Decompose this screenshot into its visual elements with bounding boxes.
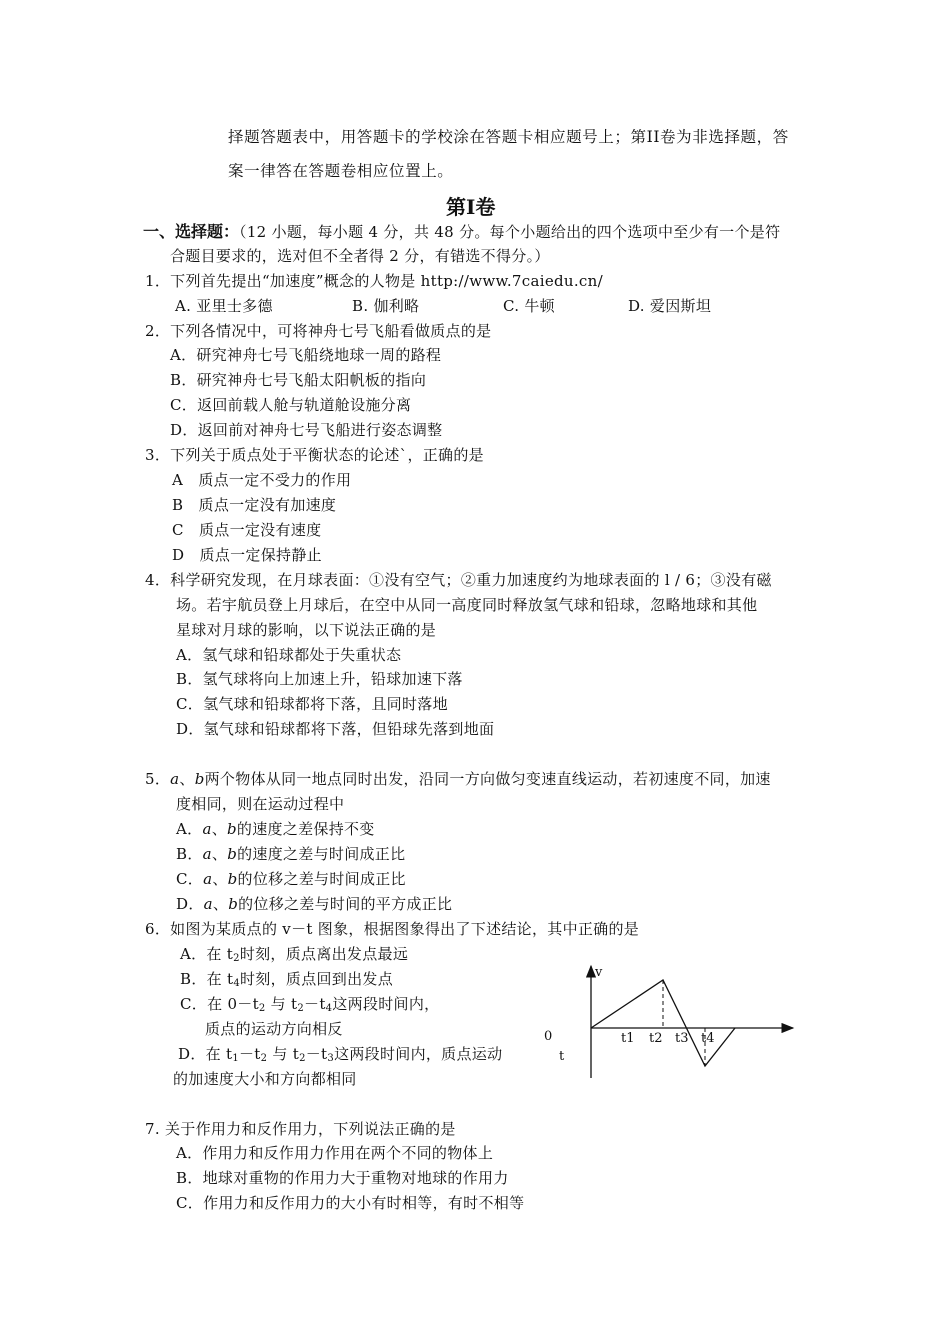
q7-stem: 7. 关于作用力和反作用力，下列说法正确的是 — [145, 1120, 456, 1138]
q6-option-c-mid: 与 t — [265, 995, 298, 1013]
q4-option-c: C．氢气球和铅球都将下落，且同时落地 — [176, 695, 448, 713]
part-title: 第I卷 — [446, 195, 496, 219]
q5-var-b: b — [194, 770, 205, 788]
q5-option-a-label: A． — [176, 820, 203, 838]
q5-option-d-var-b: b — [228, 895, 239, 913]
q6-option-a — [180, 944, 408, 964]
q4-option-a: A．氢气球和铅球都处于失重状态 — [176, 646, 402, 664]
q3-stem: 3．下列关于质点处于平衡状态的论述`，正确的是 — [145, 446, 484, 464]
q5-option-b-label: B． — [176, 845, 203, 863]
q1-option-a: A. 亚里士多德 — [175, 297, 273, 315]
q5-option-a-sep: 、 — [211, 820, 227, 838]
vt-graph-tick-t4: t4 — [701, 1031, 715, 1046]
q4-option-b: B．氢气球将向上加速上升，铅球加速下落 — [176, 670, 463, 688]
q5-option-c-label: C． — [176, 870, 204, 888]
vt-graph — [535, 960, 805, 1090]
q6-option-c-pre: C．在 0－t — [180, 995, 259, 1013]
q5-option-b-var-a: a — [202, 845, 212, 863]
q2-option-d: D．返回前对神舟七号飞船进行姿态调整 — [170, 421, 443, 439]
section-heading: 一、选择题： — [143, 222, 240, 241]
q1-option-c: C. 牛顿 — [503, 297, 555, 315]
q6-option-c-post: 这两段时间内， — [332, 995, 440, 1013]
q2-option-c: C．返回前载人舱与轨道舱设施分离 — [170, 396, 412, 414]
q6-option-b-pre: B．在 t — [180, 970, 234, 988]
vt-graph-x-label: t — [559, 1049, 565, 1064]
q5-option-c — [176, 869, 406, 889]
q6-option-c-sub-1: 2 — [258, 1003, 266, 1014]
q4-stem-line-1: 4．科学研究发现，在月球表面：①没有空气；②重力加速度约为地球表面的 l / 6；③没有磁 — [145, 571, 772, 589]
vt-graph-y-label: v — [595, 965, 603, 980]
q4-stem-line-3: 星球对月球的影响，以下说法正确的是 — [176, 621, 437, 639]
vt-graph-tick-t1: t1 — [621, 1031, 635, 1046]
q3-option-c: C 质点一定没有速度 — [172, 521, 322, 539]
section-desc-1: （12 小题，每小题 4 分，共 48 分。每个小题给出的四个选项中至少有一个是符 — [239, 223, 781, 241]
q5-sep: 、 — [179, 770, 195, 788]
q4-stem-line-2: 场。若宇航员登上月球后，在空中从同一高度同时释放氢气球和铅球，忽略地球和其他 — [176, 596, 758, 614]
q1-option-d: D. 爱因斯坦 — [628, 297, 712, 315]
q5-option-a — [176, 819, 375, 839]
q7-option-c: C．作用力和反作用力的大小有时相等，有时不相等 — [176, 1194, 525, 1212]
q6-option-d-sub-2: 2 — [260, 1053, 268, 1064]
q6-option-d-sub-3: 2 — [299, 1053, 306, 1064]
q2-option-b: B．研究神舟七号飞船太阳帆板的指向 — [170, 371, 427, 389]
q6-option-d-sub-1: 1 — [232, 1053, 239, 1064]
q7-option-a: A．作用力和反作用力作用在两个不同的物体上 — [176, 1144, 494, 1162]
q6-stem: 6．如图为某质点的 v－t 图象，根据图象得出了下述结论，其中正确的是 — [145, 920, 640, 938]
q5-option-d-sep: 、 — [212, 895, 229, 913]
q1-stem: 1．下列首先提出“加速度”概念的人物是 http://www.7caiedu.cn/ — [145, 272, 603, 290]
q5-option-d — [176, 894, 452, 914]
q5-number: 5． — [145, 770, 171, 788]
q6-option-b-post: 时刻，质点回到出发点 — [240, 970, 394, 988]
q5-option-a-text: 的速度之差保持不变 — [236, 820, 375, 838]
q7-option-b: B．地球对重物的作用力大于重物对地球的作用力 — [176, 1169, 509, 1187]
q5-stem-line-1 — [145, 769, 771, 789]
q4-option-d: D．氢气球和铅球都将下落，但铅球先落到地面 — [176, 720, 495, 738]
q6-option-d-line-2: 的加速度大小和方向都相同 — [173, 1070, 357, 1088]
q6-option-d-mid-2: 与 t — [267, 1045, 300, 1063]
q2-stem: 2．下列各情况中，可将神舟七号飞船看做质点的是 — [145, 322, 492, 340]
q5-option-d-var-a: a — [203, 895, 213, 913]
intro-line-1: 择题答题表中，用答题卡的学校涂在答题卡相应题号上；第II卷为非选择题，答 — [228, 128, 789, 146]
q3-option-b: B 质点一定没有加速度 — [172, 496, 337, 514]
q5-stem-rest: 两个物体从同一地点同时出发，沿同一方向做匀变速直线运动，若初速度不同，加速 — [204, 770, 771, 788]
q6-option-d-post: 这两段时间内，质点运动 — [334, 1045, 503, 1063]
q6-option-c-sub-2: 2 — [297, 1003, 305, 1014]
vt-graph-tick-t2: t2 — [649, 1031, 663, 1046]
q6-option-a-post: 时刻，质点离出发点最远 — [239, 945, 409, 963]
q6-option-c — [180, 994, 439, 1014]
q6-option-b — [180, 969, 393, 989]
q3-option-d: D 质点一定保持静止 — [172, 546, 322, 564]
q2-option-a: A．研究神舟七号飞船绕地球一周的路程 — [170, 346, 442, 364]
q6-option-d — [178, 1044, 502, 1064]
intro-line-2: 案一律答在答题卷相应位置上。 — [228, 162, 454, 180]
q6-option-d-mid: －t — [239, 1045, 261, 1063]
q6-option-a-pre: A．在 t — [180, 945, 234, 963]
q5-option-c-sep: 、 — [212, 870, 228, 888]
q6-option-a-sub: 2 — [233, 953, 240, 964]
q5-option-c-var-a: a — [203, 870, 213, 888]
vt-graph-origin-label: 0 — [544, 1029, 553, 1044]
q5-option-c-text: 的位移之差与时间成正比 — [237, 870, 406, 888]
vt-graph-tick-t3: t3 — [675, 1031, 689, 1046]
q5-var-a: a — [170, 770, 180, 788]
q1-option-b: B. 伽利略 — [352, 297, 420, 315]
q5-option-d-label: D． — [176, 895, 204, 913]
q6-option-d-sub-4: 3 — [327, 1053, 335, 1064]
q3-option-a: A 质点一定不受力的作用 — [172, 471, 352, 489]
q6-option-c-line-2: 质点的运动方向相反 — [205, 1020, 343, 1038]
q6-option-d-pre: D．在 t — [178, 1045, 233, 1063]
q5-stem-line-2: 度相同，则在运动过程中 — [176, 795, 345, 813]
q5-option-b-text: 的速度之差与时间成正比 — [237, 845, 406, 863]
q5-option-b-var-b: b — [227, 845, 238, 863]
q5-option-b — [176, 844, 405, 864]
section-desc-2: 合题目要求的，选对但不全者得 2 分，有错选不得分。） — [170, 247, 550, 265]
q5-option-c-var-b: b — [227, 870, 238, 888]
q6-option-c-sub-3: 4 — [325, 1003, 333, 1014]
q6-option-b-sub: 4 — [233, 978, 240, 989]
q5-option-a-var-b: b — [227, 820, 237, 838]
q5-option-b-sep: 、 — [211, 845, 228, 863]
section-intro — [143, 222, 780, 242]
q6-option-d-mid-3: －t — [305, 1045, 328, 1063]
q6-option-c-mid-2: －t — [304, 995, 326, 1013]
q5-option-d-text: 的位移之差与时间的平方成正比 — [238, 895, 453, 913]
q5-option-a-var-a: a — [202, 820, 212, 838]
